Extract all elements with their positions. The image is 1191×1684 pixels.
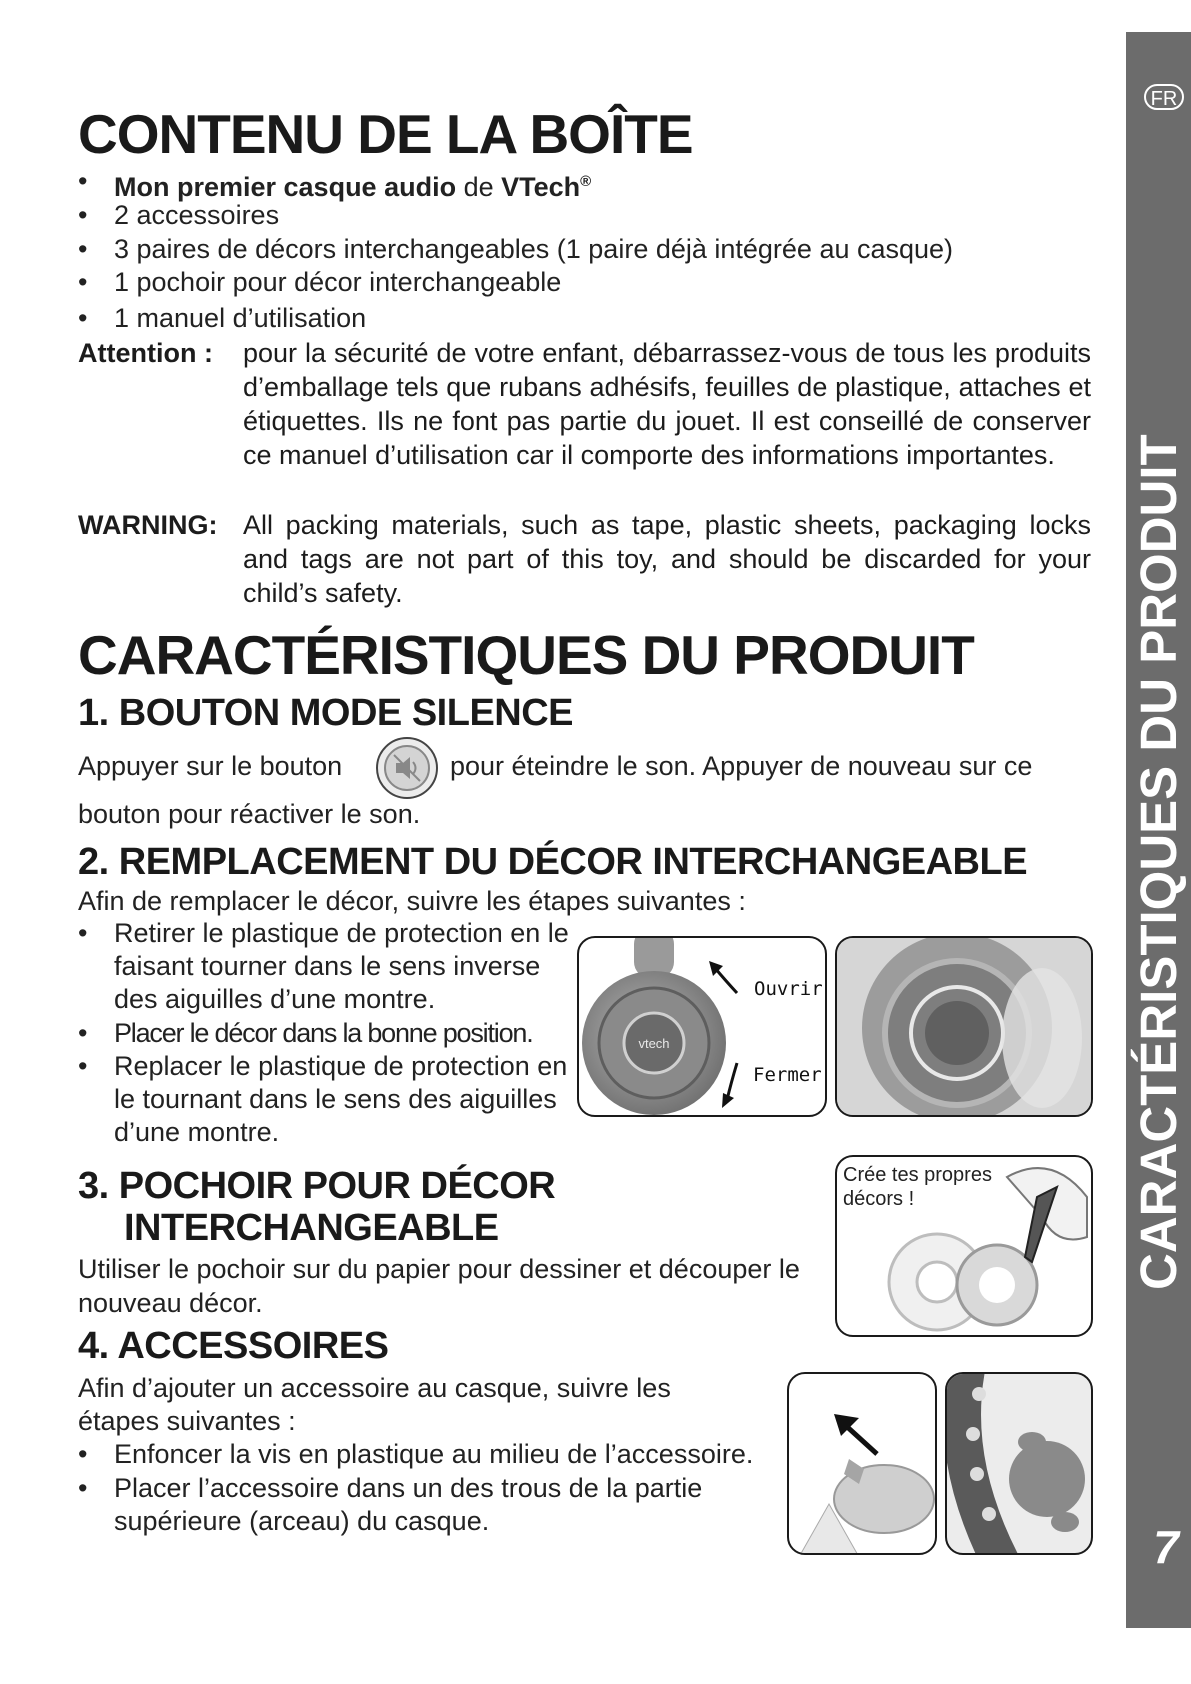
section-3-title-line2: INTERCHANGEABLE xyxy=(124,1207,499,1249)
section-3-title-line1: 3. POCHOIR POUR DÉCOR xyxy=(78,1165,556,1207)
section-1-text-a: Appuyer sur le bouton xyxy=(78,751,343,781)
list-item: • 1 manuel d’utilisation xyxy=(78,303,367,333)
decor-placed-image xyxy=(835,936,1093,1117)
section-4-intro: Afin d’ajouter un accessoire au casque, suivre les étapes suivantes : xyxy=(78,1373,671,1436)
section-1-text-b: pour éteindre le son. Appuyer de nouveau sur ce xyxy=(450,751,1033,781)
accessory-mounted-illustration xyxy=(947,1374,1093,1555)
list-item: • 1 pochoir pour décor interchangeable xyxy=(78,267,562,297)
side-section-title: CARACTÉRISTIQUES DU PRODUIT xyxy=(1130,434,1187,1290)
attention-text: pour la sécurité de votre enfant, débarrassez-vous de tous les produits d’emballage tels que rubans adhésifs, feuilles de plastique, attaches et étiquettes. Ils ne font pas partie du jouet. Il est conseillé de conserver ce manuel d’utilisation car il comporte des informations importantes. xyxy=(243,338,1091,470)
section-2-title: 2. REMPLACEMENT DU DÉCOR INTERCHANGEABLE xyxy=(78,841,1028,883)
warning-text: All packing materials, such as tape, plastic sheets, packaging locks and tags are not part of this toy, and should be discarded for your child’s safety. xyxy=(243,510,1091,608)
list-item: • Retirer le plastique de protection en le faisant tourner dans le sens inverse des aiguilles d’une montre. xyxy=(78,918,569,1014)
product-name: Mon premier casque audio xyxy=(114,172,457,202)
svg-text:vtech: vtech xyxy=(638,1036,670,1051)
features-heading: CARACTÉRISTIQUES DU PRODUIT xyxy=(78,624,974,686)
list-item: • 3 paires de décors interchangeables (1 paire déjà intégrée au casque) xyxy=(78,234,954,264)
warning-label: WARNING: xyxy=(78,510,218,540)
list-item: • Mon premier casque audio de VTech® xyxy=(78,166,592,202)
decor-rotation-image xyxy=(577,936,827,1117)
list-item: • Replacer le plastique de protection en le tournant dans le sens des aiguilles d’une montre. xyxy=(78,1051,568,1147)
section-4-title: 4. ACCESSOIRES xyxy=(78,1325,389,1367)
list-item: • Enfoncer la vis en plastique au milieu de l’accessoire. xyxy=(78,1439,754,1469)
page-number: 7 xyxy=(1153,1521,1179,1573)
stencil-image xyxy=(835,1155,1093,1337)
box-contents-heading: CONTENU DE LA BOÎTE xyxy=(78,103,693,165)
decor-closeup-illustration xyxy=(837,938,1093,1117)
headphone-cup-illustration xyxy=(579,938,827,1117)
list-item: • Placer l’accessoire dans un des trous de la partie supérieure (arceau) du casque. xyxy=(78,1473,703,1536)
section-1-text-c: bouton pour réactiver le son. xyxy=(78,799,421,829)
brand-name: VTech xyxy=(501,172,581,202)
list-item: • 2 accessoires xyxy=(78,200,280,230)
accessory-mounted-image xyxy=(945,1372,1093,1555)
accessory-screw-image xyxy=(787,1372,937,1555)
accessory-screw-illustration xyxy=(789,1374,937,1555)
section-1-title: 1. BOUTON MODE SILENCE xyxy=(78,692,574,734)
mute-button-icon xyxy=(374,735,440,801)
section-3-text: Utiliser le pochoir sur du papier pour dessiner et découper le nouveau décor. xyxy=(78,1254,800,1318)
language-badge: FR xyxy=(1144,84,1184,110)
open-label: Ouvrir xyxy=(754,978,823,1000)
stencil-caption: Crée tes propres décors ! xyxy=(843,1164,992,1210)
close-label: Fermer xyxy=(753,1064,822,1086)
attention-label: Attention : xyxy=(78,338,213,368)
section-2-intro: Afin de remplacer le décor, suivre les étapes suivantes : xyxy=(78,886,746,916)
list-item: • Placer le décor dans la bonne position. xyxy=(78,1018,533,1048)
